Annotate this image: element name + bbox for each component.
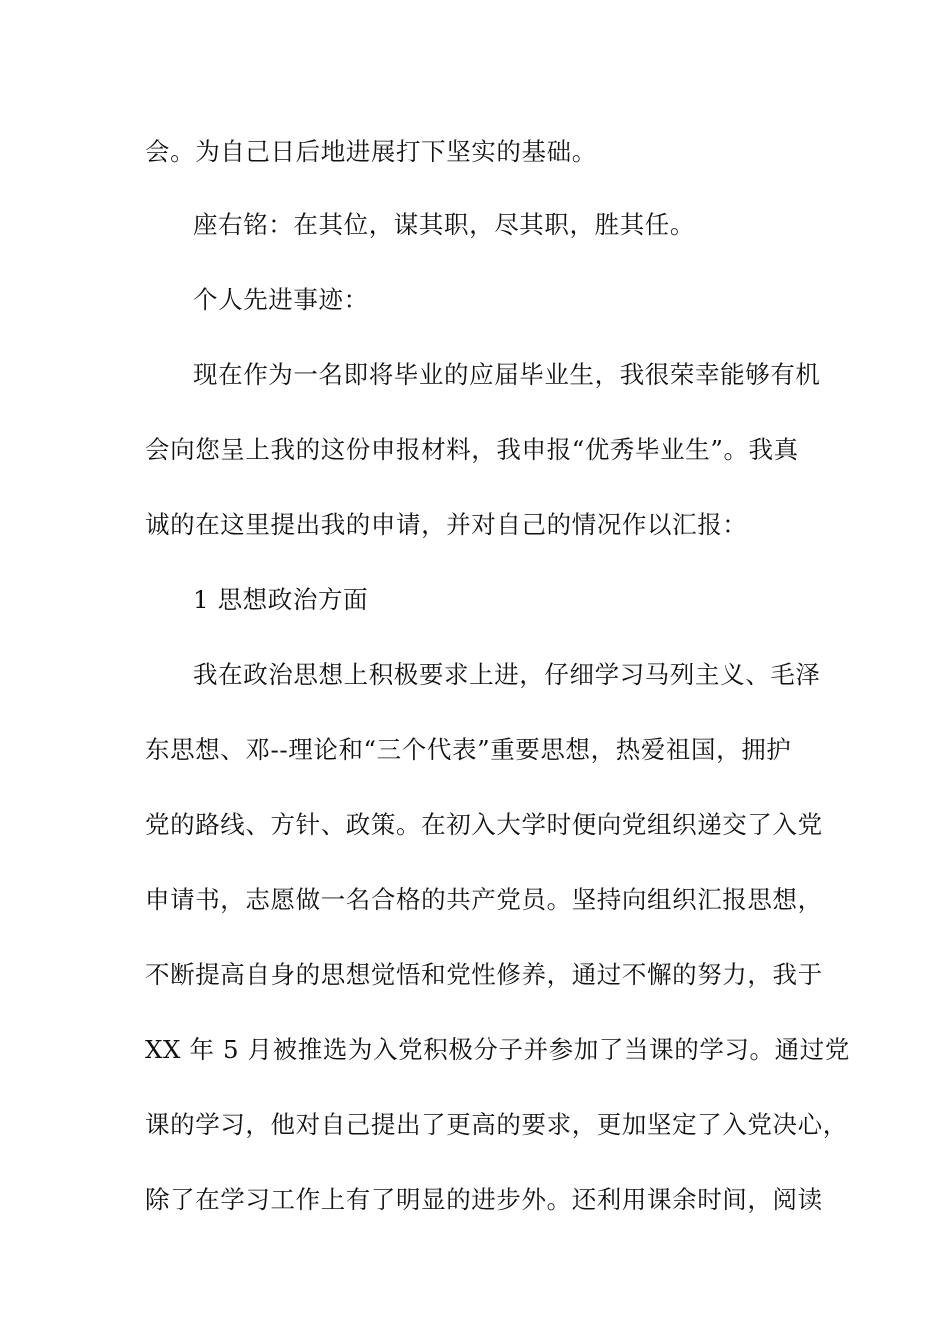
text-line: 课的学习，他对自己提出了更高的要求，更加坚定了入党决心， — [145, 1110, 848, 1139]
text-line: 不断提高自身的思想觉悟和党性修养，通过不懈的努力，我于 — [145, 960, 823, 989]
text-line: 东思想、邓--理论和“三个代表”重要思想，热爱祖国，拥护 — [145, 735, 792, 764]
paragraph-start: 现在作为一名即将毕业的应届毕业生，我很荣幸能够有机 — [193, 360, 821, 389]
text-line: 会。为自己日后地进展打下坚实的基础。 — [145, 137, 597, 166]
text-line: XX 年 5 月被推选为入党积极分子并参加了当课的学习。通过党 — [145, 1035, 850, 1064]
paragraph-start: 我在政治思想上积极要求上进，仔细学习马列主义、毛泽 — [193, 660, 821, 689]
motto-line: 座右铭：在其位，谋其职，尽其职，胜其任。 — [193, 210, 695, 239]
text-line: 除了在学习工作上有了明显的进步外。还利用课余时间，阅读 — [145, 1185, 823, 1214]
section-heading: 个人先进事迹： — [193, 285, 369, 314]
text-line: 党的路线、方针、政策。在初入大学时便向党组织递交了入党 — [145, 810, 823, 839]
text-line: 诚的在这里提出我的申请，并对自己的情况作以汇报： — [145, 510, 748, 539]
text-line: 会向您呈上我的这份申报材料，我申报“优秀毕业生”。我真 — [145, 435, 799, 464]
subsection-heading: 1 思想政治方面 — [193, 585, 369, 614]
text-line: 申请书，志愿做一名合格的共产党员。坚持向组织汇报思想， — [145, 885, 823, 914]
